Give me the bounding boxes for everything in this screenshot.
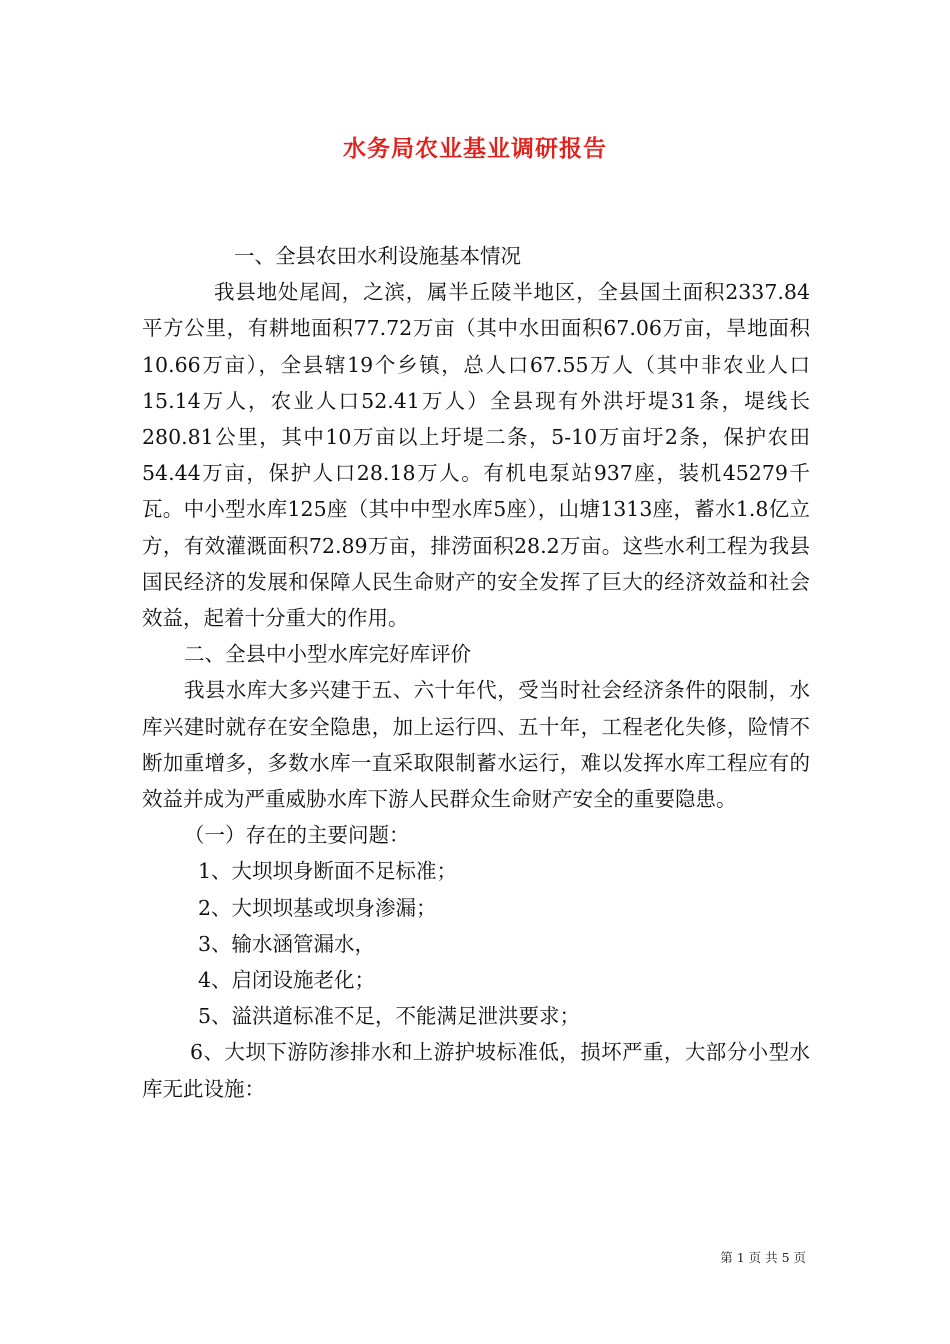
- list-item: 2、大坝坝基或坝身渗漏；: [198, 895, 437, 920]
- paragraph-overview: 我县地处尾闾，之滨，属半丘陵半地区，全县国土面积2337.84平方公里，有耕地面积77.72万亩（其中水田面积67.06万亩，旱地面积10.66万亩），全县辖19个乡镇，总人口67.55万人（其中非农业人口15.14万人，农业人口52.41万人）全县现有外洪圩堤31条，堤线长280.81公里，其中10万亩以上圩堤二条，5-10万亩圩2条，保护农田54.44万亩，保护人口28.18万人。有机电泵站937座，装机45279千瓦。中小型水库125座（其中中型水库5座），山塘1313座，蓄水1.8亿立方，有效灌溉面积72.89万亩，排涝面积28.2万亩。这些水利工程为我县国民经济的发展和保障人民生命财产的安全发挥了巨大的经济效益和社会效益，起着十分重大的作用。: [142, 280, 810, 631]
- section-heading-1: 一、全县农田水利设施基本情况: [234, 244, 521, 268]
- page-number-footer: 第 1 页 共 5 页: [720, 1250, 806, 1265]
- document-title: 水务局农业基业调研报告: [343, 135, 607, 162]
- list-item: 1、大坝坝身断面不足标准；: [198, 859, 458, 884]
- list-item: 6、大坝下游防渗排水和上游护坡标准低，损坏严重，大部分小型水库无此设施：: [142, 1040, 810, 1101]
- list-item: 5、溢洪道标准不足，不能满足泄洪要求；: [198, 1004, 581, 1029]
- subsection-heading-problems: （一）存在的主要问题：: [184, 823, 410, 848]
- paragraph-reservoirs: 我县水库大多兴建于五、六十年代，受当时社会经济条件的限制，水库兴建时就存在安全隐患，加上运行四、五十年，工程老化失修，险情不断加重增多，多数水库一直采取限制蓄水运行，难以发挥水库工程应有的效益并成为严重威胁水库下游人民群众生命财产安全的重要隐患。: [142, 678, 810, 812]
- list-item: 4、启闭设施老化；: [198, 968, 376, 993]
- section-heading-2: 二、全县中小型水库完好库评价: [184, 642, 471, 667]
- list-item: 3、输水涵管漏水，: [198, 931, 376, 956]
- document-body: [142, 238, 810, 1107]
